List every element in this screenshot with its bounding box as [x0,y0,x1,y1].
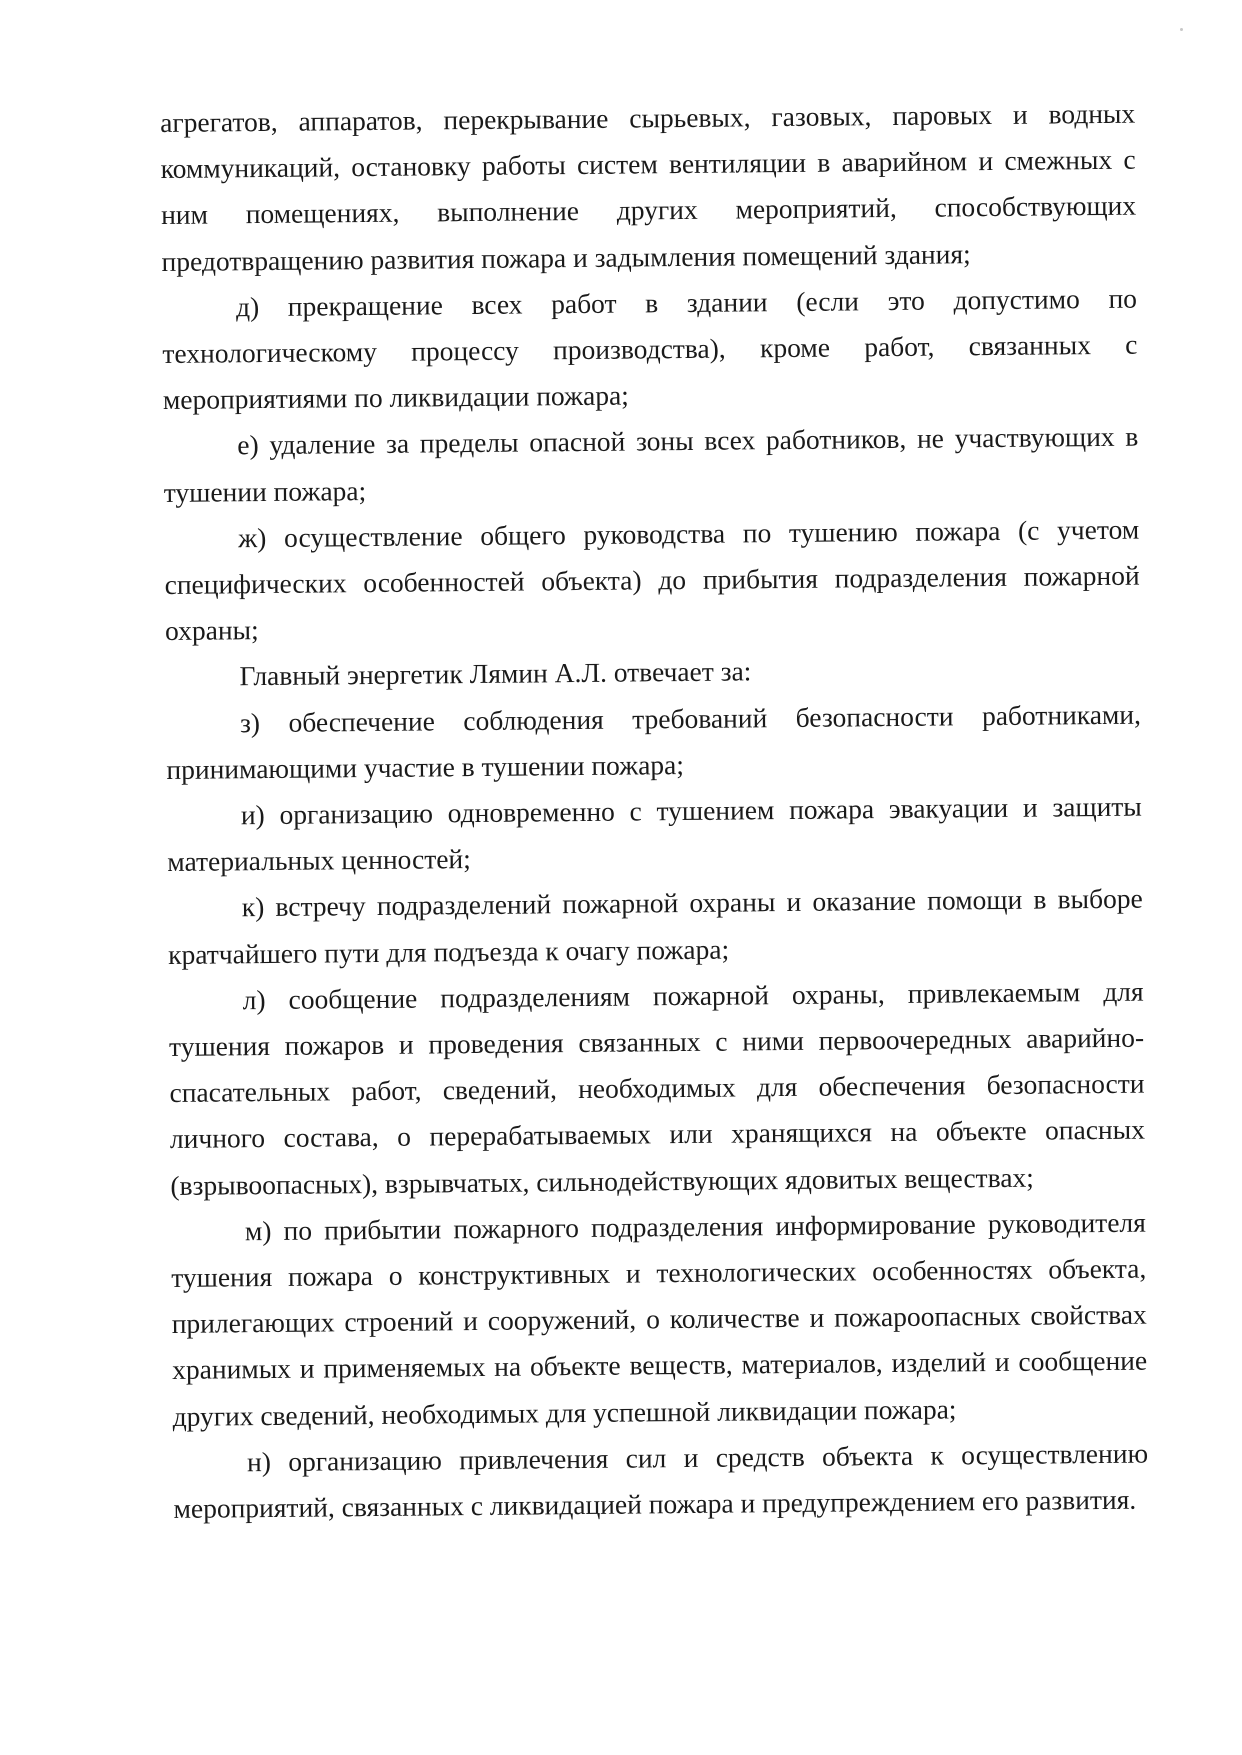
paragraph-item-i: и) организацию одновременно с тушением пожара эвакуации и защиты материальных ценностей; [167,790,1142,878]
paragraph-item-m: м) по прибытии пожарного подразделения информирование руководителя тушения пожара о конструктивных и технологических особенностях объекта, прилегающих строений и сооружений, о количестве и пожароопасных свойствах хранимых и применяемых на объекте веществ, материалов, изделий и сообщение других сведений, необходимых для успешной ликвидации пожара; [171,1206,1148,1432]
paragraph-continuation: агрегатов, аппаратов, перекрывание сырьевых, газовых, паровых и водных коммуникаций, остановку работы систем вентиляции в аварийном и смежных с ним помещениях, выполнение других мероприятий, способствующих предотвращению развития пожара и задымления помещений здания; [160,97,1137,277]
paragraph-chief-energetic: Главный энергетик Лямин А.Л. отвечает за: [239,655,752,692]
scan-speck [1180,28,1183,31]
paragraph-item-k: к) встречу подразделений пожарной охраны и оказание помощи в выборе кратчайшего пути для подъезда к очагу пожара; [168,883,1143,970]
paragraph-item-d: д) прекращение всех работ в здании (если это допустимо по технологическому процессу производства), кроме работ, связанных с мероприятиями по ликвидации пожара; [162,282,1138,416]
paragraph-item-z: з) обеспечение соблюдения требований безопасности работниками, принимающими участие в тушении пожара; [166,698,1142,785]
document-page [160,91,1149,1533]
paragraph-item-zh: ж) осуществление общего руководства по тушению пожара (с учетом специфических особенностей объекта) до прибытия подразделения пожарной охраны; [164,513,1140,647]
paragraph-item-e: е) удаление за пределы опасной зоны всех работников, не участвующих в тушении пожара; [163,421,1139,508]
paragraph-item-l: л) сообщение подразделениям пожарной охраны, привлекаемым для тушения пожаров и проведения связанных с ними первоочередных аварийно-спасательных работ, сведений, необходимых для обеспечения безопасности личного состава, о перерабатываемых или хранящихся на объекте опасных (взрывоопасных), взрывчатых, сильнодействующих ядовитых веществах; [168,975,1146,1201]
paragraph-item-n: н) организацию привлечения сил и средств объекта к осуществлению мероприятий, связанных с ликвидацией пожара и предупреждением его развития. [173,1437,1149,1525]
